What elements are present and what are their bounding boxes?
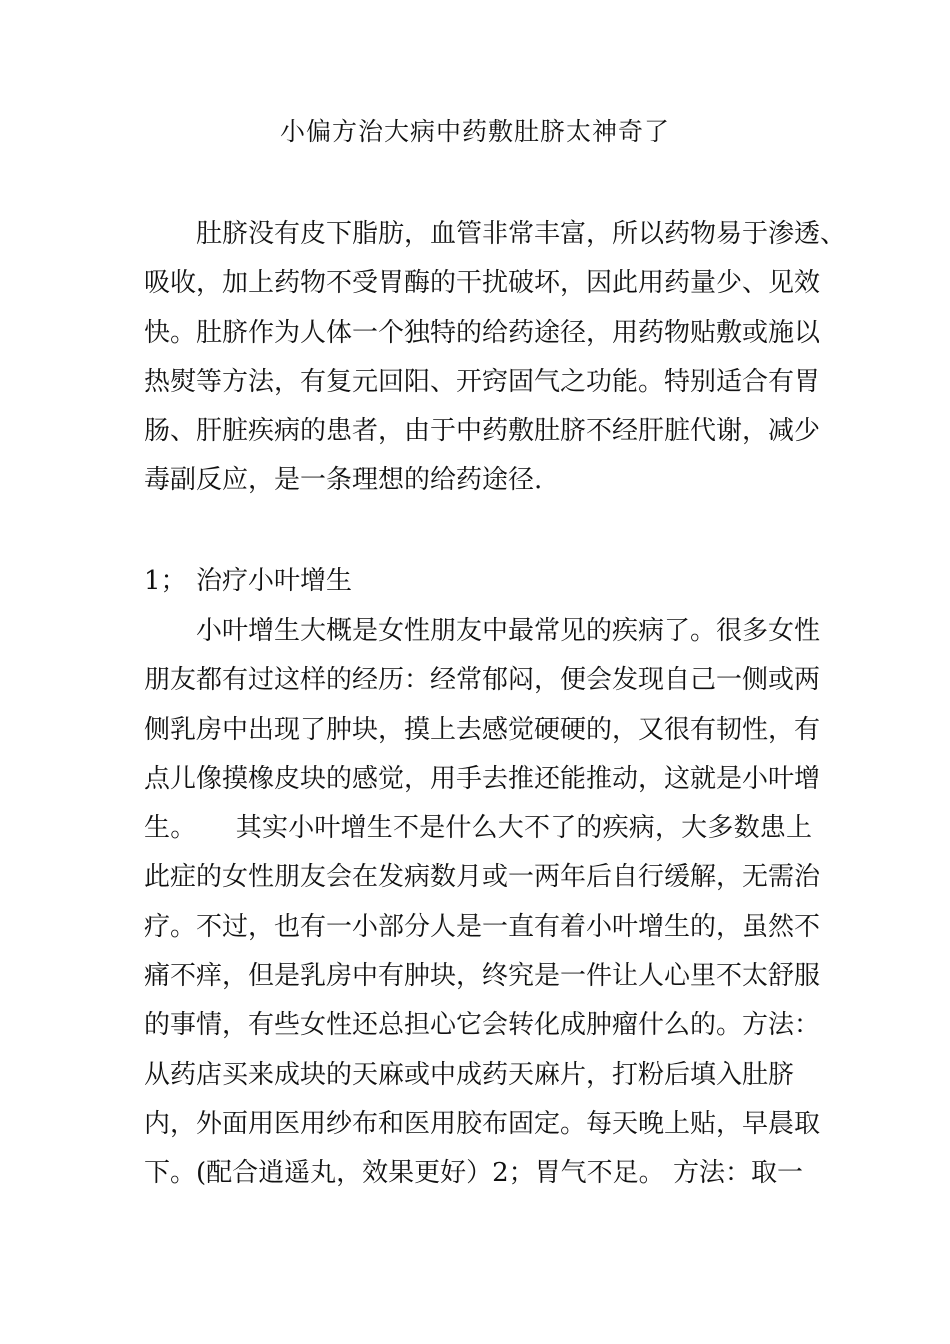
intro-paragraph: [144, 210, 847, 506]
text-line: 快。肚脐作为人体一个独特的给药途径，用药物贴敷或施以: [144, 317, 821, 348]
text-line: 此症的女性朋友会在发病数月或一两年后自行缓解，无需治: [144, 862, 821, 893]
section-heading: [144, 557, 352, 606]
text-line: 肚脐没有皮下脂肪，血管非常丰富，所以药物易于渗透、: [196, 219, 847, 249]
text-line: 点儿像摸橡皮块的感觉，用手去推还能推动，这就是小叶增: [144, 763, 821, 794]
text-line: 的事情，有些女性还总担心它会转化成肿瘤什么的。方法：: [144, 1010, 821, 1041]
text-line: 吸收，加上药物不受胃酶的干扰破坏，因此用药量少、见效: [144, 268, 821, 299]
text-line: 朋友都有过这样的经历：经常郁闷，便会发现自己一侧或两: [144, 665, 821, 696]
section-heading-text: 治疗小叶增生: [196, 566, 353, 596]
text-line: 下。(配合逍遥丸，效果更好）2；胃气不足。 方法：取一: [144, 1158, 803, 1189]
text-line: 毒副反应，是一条理想的给药途径.: [144, 465, 543, 496]
text-line: 内，外面用医用纱布和医用胶布固定。每天晚上贴，早晨取: [144, 1108, 821, 1139]
text-line: 热熨等方法，有复元回阳、开窍固气之功能。特别适合有胃: [144, 366, 821, 397]
document-title: 小偏方治大病中药敷肚脐太神奇了: [279, 117, 670, 146]
text-line: 侧乳房中出现了肿块，摸上去感觉硬硬的，又很有韧性，有: [144, 714, 821, 745]
text-line: 生。 其实小叶增生不是什么大不了的疾病，大多数患上: [144, 813, 812, 844]
text-line: 痛不痒，但是乳房中有肿块，终究是一件让人心里不太舒服: [144, 961, 821, 992]
text-line: 小叶增生大概是女性朋友中最常见的疾病了。很多女性: [196, 616, 821, 646]
section-number: 1；: [144, 566, 187, 596]
text-line: 疗。不过，也有一小部分人是一直有着小叶增生的，虽然不: [144, 911, 821, 942]
section-paragraph: [144, 607, 821, 1199]
text-line: 从药店买来成块的天麻或中成药天麻片，打粉后填入肚脐: [144, 1059, 795, 1090]
text-line: 肠、肝脏疾病的患者，由于中药敷肚脐不经肝脏代谢，减少: [144, 416, 821, 447]
